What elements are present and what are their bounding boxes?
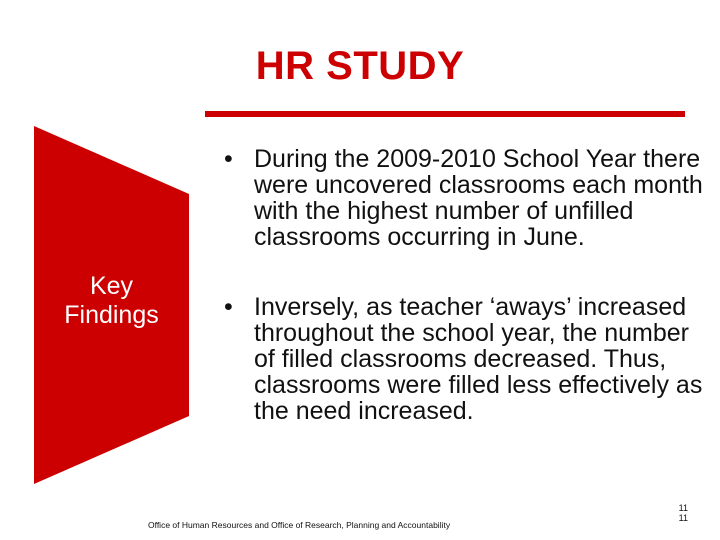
bullet-marker: •: [224, 145, 233, 173]
page-number: [679, 503, 688, 523]
finding-item: [218, 146, 710, 250]
slide-title: HR STUDY: [255, 44, 465, 88]
key-findings-label: [34, 272, 189, 330]
bullet-marker: •: [224, 293, 233, 321]
side-label-line2: Findings: [64, 301, 159, 329]
side-label-line1: Key: [89, 272, 134, 300]
finding-item: [218, 294, 710, 424]
finding-text: Inversely, as teacher ‘aways’ increased throughout the school year, the number of filled classrooms decreased. Thus, classrooms were filled less effectively as the need increased.: [254, 293, 703, 425]
title-underline: [205, 111, 685, 117]
finding-text: During the 2009-2010 School Year there were uncovered classrooms each month with the highest number of unfilled classrooms occurring in June.: [254, 145, 703, 251]
findings-list: [218, 146, 710, 468]
page-number-top: 11: [678, 503, 688, 513]
page-number-bottom: 11: [678, 513, 688, 523]
footer-credit: Office of Human Resources and Office of Research, Planning and Accountability: [148, 520, 451, 530]
